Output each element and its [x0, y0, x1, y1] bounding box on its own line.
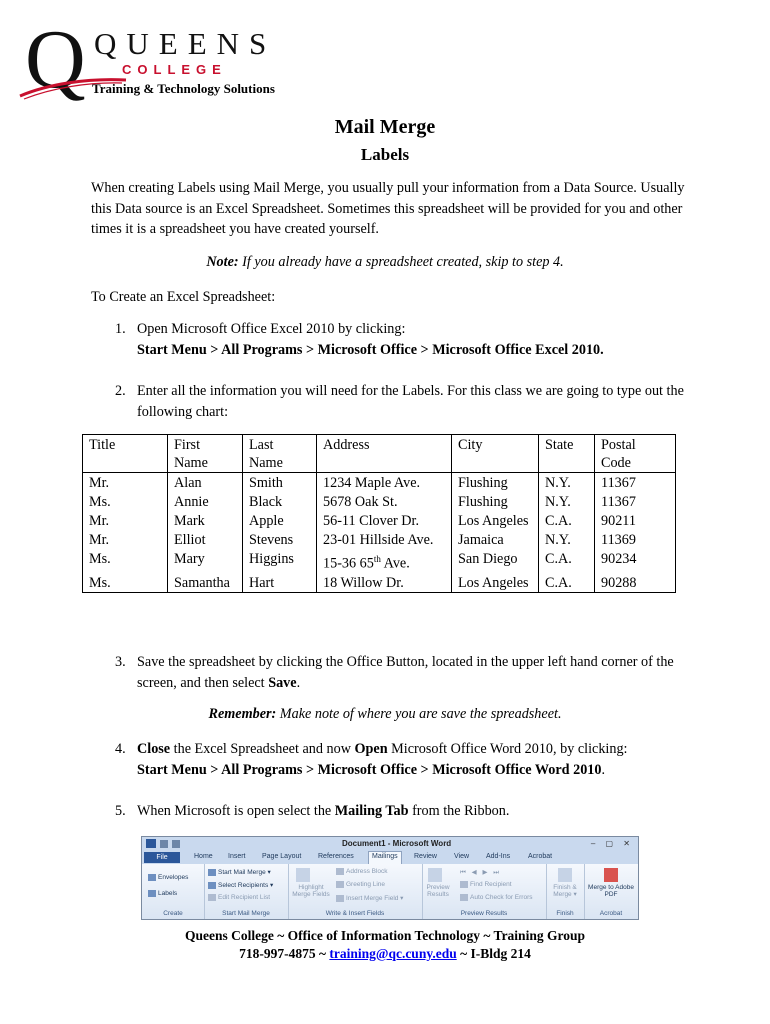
group-start-mail-merge — [204, 864, 289, 919]
step-number: 1. — [115, 321, 126, 337]
group-label: Finish — [556, 910, 574, 917]
ribbon-body — [142, 864, 638, 919]
tab-page-layout[interactable]: Page Layout — [262, 853, 302, 860]
labels-icon — [148, 890, 156, 897]
cell-state: N.Y. — [539, 473, 595, 493]
cell-address: 1234 Maple Ave. — [317, 473, 452, 493]
contacts-table — [82, 434, 676, 593]
merge-field-icon — [336, 895, 344, 902]
open-keyword: Open — [354, 741, 388, 757]
note-label: Note: — [206, 254, 239, 270]
note-line — [0, 254, 770, 271]
button-label: Edit Recipient List — [218, 894, 271, 902]
button-label: Labels — [158, 890, 178, 898]
recipients-icon — [208, 882, 216, 889]
button-label: Find Recipient — [470, 881, 512, 889]
cell-title: Ms. — [83, 492, 168, 511]
preview-icon — [428, 868, 442, 882]
step-5 — [115, 801, 695, 822]
group-acrobat — [584, 864, 638, 919]
cell-title: Ms. — [83, 549, 168, 573]
find-recipient-button[interactable] — [460, 881, 512, 888]
cell-postal: 11367 — [595, 473, 676, 493]
tab-insert[interactable]: Insert — [228, 853, 246, 860]
auto-check-errors-button[interactable] — [460, 894, 533, 901]
step-text — [137, 801, 695, 822]
select-recipients-button[interactable] — [208, 881, 273, 889]
remember-text: Make note of where you are save the spreadsheet. — [276, 706, 562, 722]
undo-icon — [172, 840, 180, 848]
cell-city: Los Angeles — [452, 511, 539, 530]
step-number: 5. — [115, 803, 126, 819]
cell-postal: 90234 — [595, 549, 676, 573]
group-label: Create — [163, 910, 183, 917]
step-text-part: . — [601, 761, 606, 778]
greeting-line-icon — [336, 881, 344, 888]
tab-mailings[interactable]: Mailings — [368, 851, 402, 865]
cell-last: Apple — [243, 511, 317, 530]
table-row — [83, 530, 676, 549]
address-block-icon — [336, 868, 344, 875]
labels-button[interactable] — [148, 890, 177, 897]
ribbon-tabs — [142, 851, 638, 864]
cell-state: N.Y. — [539, 530, 595, 549]
preview-results-button[interactable]: Preview Results — [426, 884, 450, 898]
header-cell: First Name — [168, 435, 243, 473]
header-cell: City — [452, 435, 539, 473]
step-text — [137, 739, 695, 760]
cell-first: Mark — [168, 511, 243, 530]
step-path: Start Menu > All Programs > Microsoft Office > Microsoft Office Word 2010 — [137, 761, 602, 778]
step-3 — [115, 652, 695, 693]
cell-first: Annie — [168, 492, 243, 511]
button-label: Insert Merge Field ▾ — [346, 895, 404, 902]
footer-org-line: Queens College ~ Office of Information Technology ~ Training Group — [185, 928, 585, 943]
step-text-part: Microsoft Office Word 2010, by clicking: — [387, 741, 628, 757]
cell-state: C.A. — [539, 549, 595, 573]
footer-contact-line — [0, 946, 770, 962]
close-keyword: Close — [137, 741, 171, 757]
word-ribbon-screenshot — [141, 836, 639, 920]
tab-acrobat[interactable]: Acrobat — [528, 853, 553, 860]
cell-first: Alan — [168, 473, 243, 493]
footer-phone: 718-997-4875 ~ — [239, 946, 330, 961]
cell-last: Higgins — [243, 549, 317, 573]
cell-address: 18 Willow Dr. — [317, 573, 452, 593]
button-label: Select Recipients ▾ — [218, 882, 274, 889]
tab-view[interactable]: View — [454, 853, 470, 860]
group-create — [142, 864, 205, 919]
group-label: Write & Insert Fields — [325, 910, 385, 917]
group-finish — [546, 864, 585, 919]
highlight-icon — [296, 868, 310, 882]
mail-merge-icon — [208, 869, 216, 876]
step-number: 3. — [115, 654, 126, 670]
ribbon-title-bar — [142, 837, 638, 851]
tab-review[interactable]: Review — [414, 853, 437, 860]
cell-city: Jamaica — [452, 530, 539, 549]
step-4 — [115, 739, 695, 780]
remember-line — [0, 706, 770, 723]
department-name: Training & Technology Solutions — [92, 81, 275, 96]
table-row — [83, 473, 676, 493]
cell-city: San Diego — [452, 549, 539, 573]
start-mail-merge-button[interactable] — [208, 868, 271, 876]
cell-last: Stevens — [243, 530, 317, 549]
header-cell: Address — [317, 435, 452, 473]
table-row — [83, 511, 676, 530]
mailing-tab-keyword: Mailing Tab — [334, 803, 409, 819]
cell-last: Hart — [243, 573, 317, 593]
group-label: Acrobat — [599, 910, 623, 917]
table-header-row — [83, 435, 676, 473]
cell-first: Mary — [168, 549, 243, 573]
tab-home[interactable]: Home — [194, 853, 213, 860]
word-icon — [146, 839, 156, 848]
cell-address — [317, 549, 452, 573]
save-keyword: Save — [268, 674, 297, 691]
footer-building: ~ I-Bldg 214 — [456, 946, 531, 961]
cell-first: Elliot — [168, 530, 243, 549]
cell-last: Smith — [243, 473, 317, 493]
step-1 — [115, 319, 695, 360]
save-icon — [160, 840, 168, 848]
header-cell: Postal Code — [595, 435, 676, 473]
cell-postal: 90211 — [595, 511, 676, 530]
table-row — [83, 573, 676, 593]
button-label: Start Mail Merge ▾ — [218, 869, 271, 876]
address-superscript: th — [373, 554, 381, 564]
cell-title: Ms. — [83, 573, 168, 593]
record-navigation[interactable]: ⏮ ◀ ▶ ⏭ — [460, 869, 502, 876]
address-part: 15-36 65 — [323, 555, 374, 572]
cell-city: Flushing — [452, 492, 539, 511]
step-text: Enter all the information you will need for the Labels. For this class we are going to type out the following chart: — [137, 383, 684, 420]
cell-last: Black — [243, 492, 317, 511]
cell-state: C.A. — [539, 511, 595, 530]
group-write-insert-fields — [288, 864, 423, 919]
group-label: Preview Results — [460, 910, 508, 917]
step-text-part: . — [296, 674, 301, 691]
create-heading: To Create an Excel Spreadsheet: — [91, 289, 276, 305]
cell-address: 23-01 Hillside Ave. — [317, 530, 452, 549]
cell-state: N.Y. — [539, 492, 595, 511]
finish-merge-button[interactable]: Finish & Merge ▾ — [553, 884, 577, 898]
button-label: Greeting Line — [346, 881, 386, 889]
cell-city: Flushing — [452, 473, 539, 493]
note-text: If you already have a spreadsheet created, skip to step 4. — [238, 254, 564, 270]
tab-add-ins[interactable]: Add-Ins — [486, 853, 511, 860]
envelope-icon — [148, 874, 156, 881]
highlight-merge-fields-button[interactable]: Highlight Merge Fields — [292, 884, 330, 898]
cell-city: Los Angeles — [452, 573, 539, 593]
check-errors-icon — [460, 894, 468, 901]
step-number: 2. — [115, 383, 126, 399]
step-text-part: Save the spreadsheet by clicking the Office Button, located in the upper left hand corner of the screen, and then select — [137, 654, 674, 691]
step-2 — [115, 381, 695, 422]
cell-address: 5678 Oak St. — [317, 492, 452, 511]
cell-postal: 11369 — [595, 530, 676, 549]
address-part: Ave. — [380, 555, 410, 572]
logo-name: QUEENS — [94, 26, 277, 61]
page-subtitle: Labels — [360, 145, 410, 164]
cell-postal: 11367 — [595, 492, 676, 511]
cell-title: Mr. — [83, 530, 168, 549]
table-row — [83, 492, 676, 511]
pdf-icon — [604, 868, 618, 882]
cell-first: Samantha — [168, 573, 243, 593]
header-cell: Title — [83, 435, 168, 473]
remember-label: Remember: — [208, 706, 277, 722]
step-path-line — [137, 760, 695, 781]
intro-paragraph: When creating Labels using Mail Merge, you usually pull your information from a Data Source. Usually this Data source is an Excel Spreadsheet. Sometimes this spreadsheet will be provided for you and other times it is a spreadsheet you have created yourself. — [91, 180, 685, 237]
table-row — [83, 549, 676, 573]
greeting-line-button[interactable] — [336, 881, 385, 888]
step-path: Start Menu > All Programs > Microsoft Office > Microsoft Office Excel 2010. — [137, 341, 604, 358]
window-title: Document1 - Microsoft Word — [342, 839, 452, 848]
step-text: Open Microsoft Office Excel 2010 by clicking: — [137, 321, 406, 337]
insert-merge-field-button[interactable] — [336, 894, 403, 902]
header-cell: State — [539, 435, 595, 473]
tab-file[interactable]: File — [144, 852, 180, 863]
logo-letter: Q — [25, 13, 84, 106]
step-number: 4. — [115, 741, 126, 757]
tab-references[interactable]: References — [318, 853, 354, 860]
address-block-button[interactable] — [336, 868, 388, 875]
logo-college: COLLEGE — [122, 62, 227, 77]
step-text-part: from the Ribbon. — [408, 803, 510, 819]
cell-postal: 90288 — [595, 573, 676, 593]
button-label: Envelopes — [158, 874, 189, 882]
finish-merge-icon — [558, 868, 572, 882]
edit-recipient-list-button[interactable] — [208, 894, 270, 901]
button-label: Auto Check for Errors — [470, 894, 533, 902]
group-label: Start Mail Merge — [222, 910, 270, 917]
page-title: Mail Merge — [334, 116, 436, 138]
cell-title: Mr. — [83, 473, 168, 493]
find-icon — [460, 881, 468, 888]
edit-list-icon — [208, 894, 216, 901]
step-text-part: When Microsoft is open select the — [137, 803, 335, 819]
step-text — [137, 652, 695, 693]
cell-title: Mr. — [83, 511, 168, 530]
window-controls: – ▢ ✕ — [590, 839, 634, 848]
cell-address: 56-11 Clover Dr. — [317, 511, 452, 530]
button-label: Address Block — [346, 868, 388, 876]
envelopes-button[interactable] — [148, 874, 188, 881]
step-text-part: the Excel Spreadsheet and now — [170, 741, 355, 757]
merge-to-pdf-button[interactable]: Merge to Adobe PDF — [588, 884, 634, 898]
header-cell: Last Name — [243, 435, 317, 473]
group-preview-results — [422, 864, 547, 919]
footer-email-link[interactable]: training@qc.cuny.edu — [329, 946, 457, 961]
cell-state: C.A. — [539, 573, 595, 593]
